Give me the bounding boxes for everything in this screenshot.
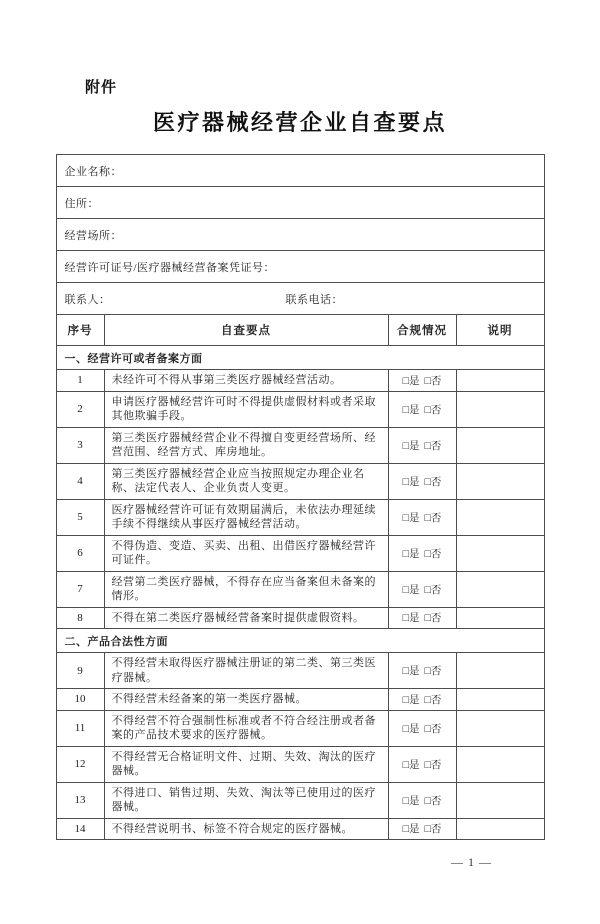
row-number: 12 — [56, 746, 104, 782]
note-cell[interactable] — [456, 653, 544, 689]
company-name-field[interactable]: 企业名称： — [56, 155, 544, 187]
table-header-row — [56, 315, 544, 346]
note-cell[interactable] — [456, 710, 544, 746]
checkbox-yes[interactable]: □是 — [402, 584, 420, 596]
self-check-point: 不得经营不符合强制性标准或者不符合经注册或者备案的产品技术要求的医疗器械。 — [104, 710, 388, 746]
table-row — [56, 499, 544, 535]
note-cell[interactable] — [456, 391, 544, 427]
compliance-cell — [388, 535, 456, 571]
self-check-point: 不得在第二类医疗器械经营备案时提供虚假资料。 — [104, 607, 388, 629]
self-check-point: 医疗器械经营许可证有效期届满后，未依法办理延续手续不得继续从事医疗器械经营活动。 — [104, 499, 388, 535]
checkbox-no[interactable]: □否 — [424, 824, 442, 836]
row-number: 13 — [56, 782, 104, 818]
checkbox-yes[interactable]: □是 — [402, 512, 420, 524]
row-number: 4 — [56, 463, 104, 499]
note-cell[interactable] — [456, 607, 544, 629]
checkbox-no[interactable]: □否 — [424, 666, 442, 677]
table-row — [56, 607, 544, 629]
table-row — [56, 370, 544, 392]
row-number: 14 — [56, 818, 104, 840]
table-row — [56, 653, 544, 689]
checkbox-yes[interactable]: □是 — [402, 548, 420, 560]
checkbox-no[interactable]: □否 — [424, 404, 442, 416]
self-inspection-table — [56, 154, 545, 840]
compliance-cell — [388, 782, 456, 818]
note-cell[interactable] — [456, 499, 544, 535]
checkbox-yes[interactable]: □是 — [402, 666, 420, 677]
address-field[interactable]: 住所： — [56, 187, 544, 219]
page-number: — 1 — — [451, 855, 492, 869]
self-check-point: 第三类医疗器械经营企业应当按照规定办理企业名称、法定代表人、企业负责人变更。 — [104, 463, 388, 499]
section-header-row — [56, 346, 544, 370]
row-number: 7 — [56, 571, 104, 607]
document-page — [0, 76, 600, 924]
compliance-cell — [388, 607, 456, 629]
compliance-cell — [388, 463, 456, 499]
table-row — [56, 463, 544, 499]
checkbox-no[interactable]: □否 — [424, 512, 442, 524]
table-row — [56, 571, 544, 607]
note-cell[interactable] — [456, 370, 544, 392]
license-number-field[interactable]: 经营许可证号/医疗器械经营备案凭证号： — [56, 251, 544, 283]
row-number: 8 — [56, 607, 104, 629]
table-row — [56, 391, 544, 427]
checkbox-no[interactable]: □否 — [424, 440, 442, 452]
checkbox-yes[interactable]: □是 — [402, 404, 420, 416]
row-number: 9 — [56, 653, 104, 689]
checkbox-no[interactable]: □否 — [424, 759, 442, 771]
row-number: 5 — [56, 499, 104, 535]
checkbox-yes[interactable]: □是 — [402, 694, 420, 706]
section-title: 一、经营许可或者备案方面 — [56, 346, 544, 370]
field-row-company-name — [56, 155, 544, 187]
premises-field[interactable]: 经营场所： — [56, 219, 544, 251]
checkbox-no[interactable]: □否 — [424, 548, 442, 560]
field-row-contact — [56, 283, 544, 315]
field-row-premises — [56, 219, 544, 251]
self-check-point: 不得经营未取得医疗器械注册证的第二类、第三类医疗器械。 — [104, 653, 388, 689]
compliance-cell — [388, 689, 456, 711]
column-header-number: 序号 — [56, 315, 104, 346]
checkbox-no[interactable]: □否 — [424, 795, 442, 807]
row-number: 2 — [56, 391, 104, 427]
table-row — [56, 746, 544, 782]
checkbox-yes[interactable]: □是 — [402, 759, 420, 771]
column-header-point: 自查要点 — [104, 315, 388, 346]
compliance-cell — [388, 499, 456, 535]
self-check-point: 不得经营未经备案的第一类医疗器械。 — [104, 689, 388, 711]
section-header-row — [56, 629, 544, 653]
table-row — [56, 782, 544, 818]
checkbox-yes[interactable]: □是 — [402, 375, 420, 387]
checkbox-yes[interactable]: □是 — [402, 476, 420, 488]
table-row — [56, 818, 544, 840]
compliance-cell — [388, 391, 456, 427]
contact-person-field[interactable]: 联系人： — [64, 293, 111, 306]
checkbox-yes[interactable]: □是 — [402, 613, 420, 625]
self-check-point: 不得经营说明书、标签不符合规定的医疗器械。 — [104, 818, 388, 840]
checkbox-no[interactable]: □否 — [424, 476, 442, 488]
self-check-point: 未经许可不得从事第三类医疗器械经营活动。 — [104, 370, 388, 392]
note-cell[interactable] — [456, 818, 544, 840]
row-number: 6 — [56, 535, 104, 571]
contact-row-cell[interactable] — [56, 283, 544, 315]
note-cell[interactable] — [456, 571, 544, 607]
note-cell[interactable] — [456, 746, 544, 782]
note-cell[interactable] — [456, 463, 544, 499]
compliance-cell — [388, 818, 456, 840]
note-cell[interactable] — [456, 782, 544, 818]
compliance-cell — [388, 370, 456, 392]
table-row — [56, 710, 544, 746]
row-number: 11 — [56, 710, 104, 746]
checkbox-no[interactable]: □否 — [424, 613, 442, 625]
field-row-address — [56, 187, 544, 219]
table-row — [56, 689, 544, 711]
checkbox-yes[interactable]: □是 — [402, 824, 420, 836]
checkbox-yes[interactable]: □是 — [402, 795, 420, 807]
row-number: 10 — [56, 689, 104, 711]
self-check-point: 申请医疗器械经营许可时不得提供虚假材料或者采取其他欺骗手段。 — [104, 391, 388, 427]
note-cell[interactable] — [456, 689, 544, 711]
row-number: 1 — [56, 370, 104, 392]
field-row-license — [56, 251, 544, 283]
self-check-point: 第三类医疗器械经营企业不得擅自变更经营场所、经营范围、经营方式、库房地址。 — [104, 427, 388, 463]
checkbox-no[interactable]: □否 — [424, 694, 442, 706]
checkbox-yes[interactable]: □是 — [402, 440, 420, 452]
section-title: 二、产品合法性方面 — [56, 629, 544, 653]
checkbox-yes[interactable]: □是 — [402, 723, 420, 735]
self-check-point: 不得进口、销售过期、失效、淘汰等已使用过的医疗器械。 — [104, 782, 388, 818]
table-row — [56, 535, 544, 571]
checkbox-no[interactable]: □否 — [424, 375, 442, 387]
checkbox-no[interactable]: □否 — [424, 584, 442, 596]
column-header-note: 说明 — [456, 315, 544, 346]
checkbox-no[interactable]: □否 — [424, 723, 442, 735]
note-cell[interactable] — [456, 535, 544, 571]
row-number: 3 — [56, 427, 104, 463]
contact-phone-field[interactable]: 联系电话： — [285, 293, 343, 306]
compliance-cell — [388, 653, 456, 689]
column-header-compliance: 合规情况 — [388, 315, 456, 346]
compliance-cell — [388, 710, 456, 746]
page-title: 医疗器械经营企业自查要点 — [152, 110, 447, 135]
compliance-cell — [388, 427, 456, 463]
compliance-cell — [388, 746, 456, 782]
self-check-point: 不得伪造、变造、买卖、出租、出借医疗器械经营许可证件。 — [104, 535, 388, 571]
note-cell[interactable] — [456, 427, 544, 463]
self-check-point: 经营第二类医疗器械，不得存在应当备案但未备案的情形。 — [104, 571, 388, 607]
compliance-cell — [388, 571, 456, 607]
table-row — [56, 427, 544, 463]
self-check-point: 不得经营无合格证明文件、过期、失效、淘汰的医疗器械。 — [104, 746, 388, 782]
attachment-label: 附件 — [85, 79, 118, 96]
